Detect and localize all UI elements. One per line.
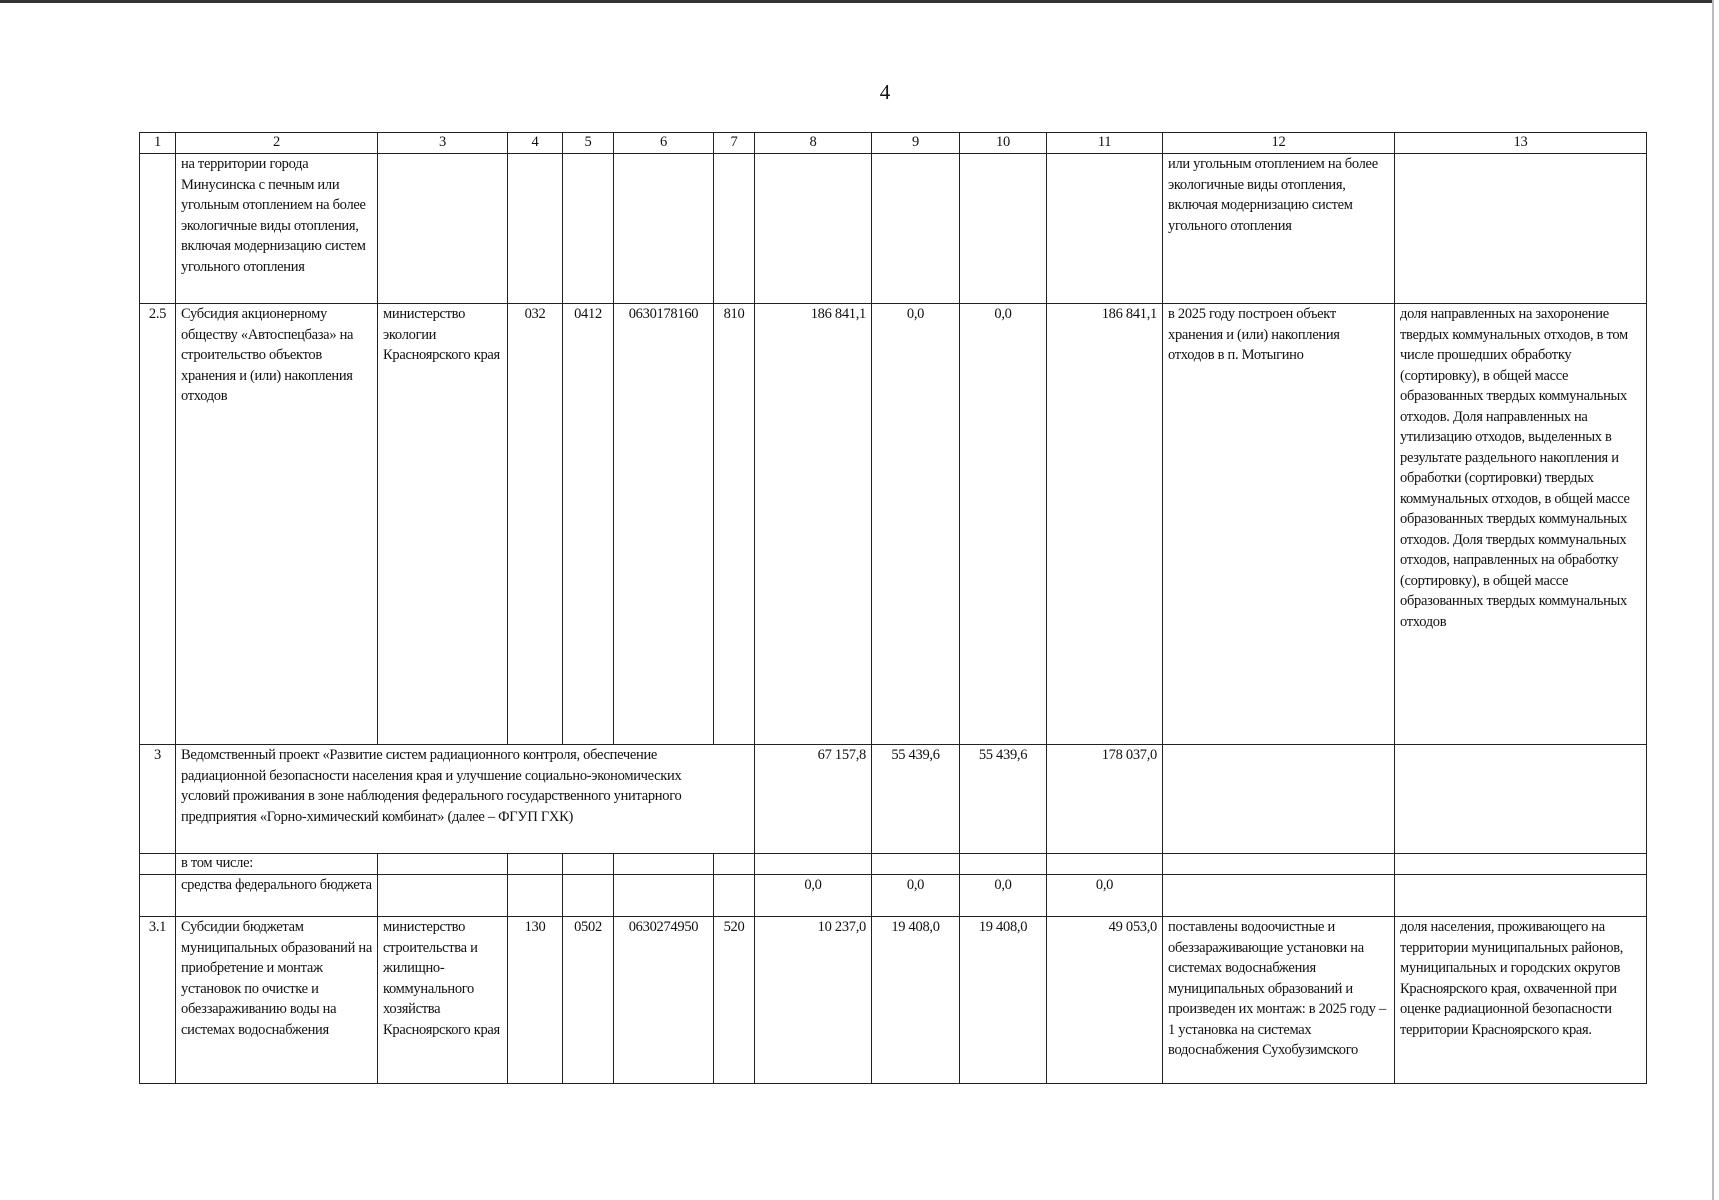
code-cell: 520 xyxy=(714,917,755,1084)
result-cell: или угольным отоплением на более экологичные виды отопления, включая модернизацию систем угольного отопления xyxy=(1163,154,1395,304)
code-cell xyxy=(714,875,755,917)
header-cell: 9 xyxy=(872,133,960,154)
amount-cell: 0,0 xyxy=(755,875,872,917)
code-cell xyxy=(508,154,563,304)
header-cell: 7 xyxy=(714,133,755,154)
code-cell xyxy=(563,875,614,917)
amount-cell: 19 408,0 xyxy=(960,917,1047,1084)
amount-cell xyxy=(960,154,1047,304)
header-cell: 2 xyxy=(176,133,378,154)
indicator-cell xyxy=(1395,745,1647,854)
page-top-border xyxy=(0,0,1712,3)
code-cell: 0502 xyxy=(563,917,614,1084)
amount-cell: 178 037,0 xyxy=(1047,745,1163,854)
indicator-cell: доля направленных на захоронение твердых коммунальных отходов, в том числе прошедших обработку (сортировку), в общей массе образованных твердых коммунальных отходов. Доля направленных на утилизацию отходов, выделенных в результате раздельного накопления и обработки (сортировки) твердых коммунальных отходов, в общей массе образованных твердых коммунальных отходов. Доля твердых коммунальных отходов, направленных на обработку (сортировку), в общей массе образованных твердых коммунальных отходов xyxy=(1395,304,1647,745)
amount-cell: 0,0 xyxy=(872,875,960,917)
name-cell: Субсидия акционерному обществу «Автоспецбаза» на строительство объектов хранения и (или) накопления отходов xyxy=(176,304,378,745)
code-cell xyxy=(714,154,755,304)
header-cell: 11 xyxy=(1047,133,1163,154)
table-row xyxy=(140,154,1647,304)
code-cell: 130 xyxy=(508,917,563,1084)
executor-cell: министерство строительства и жилищно-коммунального хозяйства Красноярского края xyxy=(378,917,508,1084)
result-cell: в 2025 году построен объект хранения и (или) накопления отходов в п. Мотыгино xyxy=(1163,304,1395,745)
amount-cell xyxy=(755,154,872,304)
executor-cell xyxy=(378,875,508,917)
header-cell: 1 xyxy=(140,133,176,154)
result-cell xyxy=(1163,875,1395,917)
header-cell: 12 xyxy=(1163,133,1395,154)
amount-cell xyxy=(872,154,960,304)
header-cell: 6 xyxy=(614,133,714,154)
table-row xyxy=(140,917,1647,1084)
code-cell xyxy=(563,154,614,304)
row-number-cell: 3 xyxy=(140,745,176,854)
amount-cell: 49 053,0 xyxy=(1047,917,1163,1084)
row-number-cell: 3.1 xyxy=(140,917,176,1084)
amount-cell: 0,0 xyxy=(960,304,1047,745)
project-name-cell: Ведомственный проект «Развитие систем радиационного контроля, обеспечение радиационной безопасности населения края и улучшение социально-экономических условий проживания в зоне наблюдения федерального государственного унитарного предприятия «Горно-химический комбинат» (далее – ФГУП ГХК) xyxy=(176,745,755,854)
amount-cell: 0,0 xyxy=(960,875,1047,917)
executor-cell xyxy=(378,154,508,304)
subheading-cell: в том числе: xyxy=(176,854,378,875)
row-number-cell: 2.5 xyxy=(140,304,176,745)
row-number-cell xyxy=(140,154,176,304)
header-cell: 5 xyxy=(563,133,614,154)
code-cell xyxy=(614,875,714,917)
header-cell: 4 xyxy=(508,133,563,154)
executor-cell: министерство экологии Красноярского края xyxy=(378,304,508,745)
amount-cell: 186 841,1 xyxy=(1047,304,1163,745)
row-number-cell xyxy=(140,875,176,917)
indicator-cell xyxy=(1395,875,1647,917)
name-cell: Субсидии бюджетам муниципальных образований на приобретение и монтаж установок по очистке и обеззараживанию воды на системах водоснабжения xyxy=(176,917,378,1084)
name-cell: на территории города Минусинска с печным или угольным отоплением на более экологичные виды отопления, включая модернизацию систем угольного отопления xyxy=(176,154,378,304)
header-cell: 8 xyxy=(755,133,872,154)
amount-cell: 19 408,0 xyxy=(872,917,960,1084)
amount-cell: 0,0 xyxy=(872,304,960,745)
table-header-row xyxy=(140,133,1647,154)
result-cell: поставлены водоочистные и обеззараживающие установки на системах водоснабжения муниципальных образований и произведен их монтаж: в 2025 году – 1 установка на системах водоснабжения Сухобузимского xyxy=(1163,917,1395,1084)
code-cell: 810 xyxy=(714,304,755,745)
amount-cell: 55 439,6 xyxy=(960,745,1047,854)
amount-cell xyxy=(1047,154,1163,304)
indicator-cell xyxy=(1395,154,1647,304)
table-row xyxy=(140,745,1647,854)
code-cell: 0630178160 xyxy=(614,304,714,745)
table-row xyxy=(140,854,1647,875)
code-cell xyxy=(508,875,563,917)
budget-table xyxy=(139,132,1647,1084)
page-number: 4 xyxy=(879,80,891,104)
code-cell: 0630274950 xyxy=(614,917,714,1084)
amount-cell: 186 841,1 xyxy=(755,304,872,745)
header-cell: 3 xyxy=(378,133,508,154)
page-right-border xyxy=(1712,0,1714,1200)
code-cell: 0412 xyxy=(563,304,614,745)
header-cell: 13 xyxy=(1395,133,1647,154)
row-number-cell xyxy=(140,854,176,875)
amount-cell: 10 237,0 xyxy=(755,917,872,1084)
table-row xyxy=(140,304,1647,745)
table-row xyxy=(140,875,1647,917)
amount-cell: 67 157,8 xyxy=(755,745,872,854)
indicator-cell: доля населения, проживающего на территории муниципальных районов, муниципальных и городских округов Красноярского края, охваченной при оценке радиационной безопасности территории Красноярского края. xyxy=(1395,917,1647,1084)
amount-cell: 55 439,6 xyxy=(872,745,960,854)
code-cell xyxy=(614,154,714,304)
code-cell: 032 xyxy=(508,304,563,745)
amount-cell: 0,0 xyxy=(1047,875,1163,917)
name-cell: средства федерального бюджета xyxy=(176,875,378,917)
result-cell xyxy=(1163,745,1395,854)
header-cell: 10 xyxy=(960,133,1047,154)
